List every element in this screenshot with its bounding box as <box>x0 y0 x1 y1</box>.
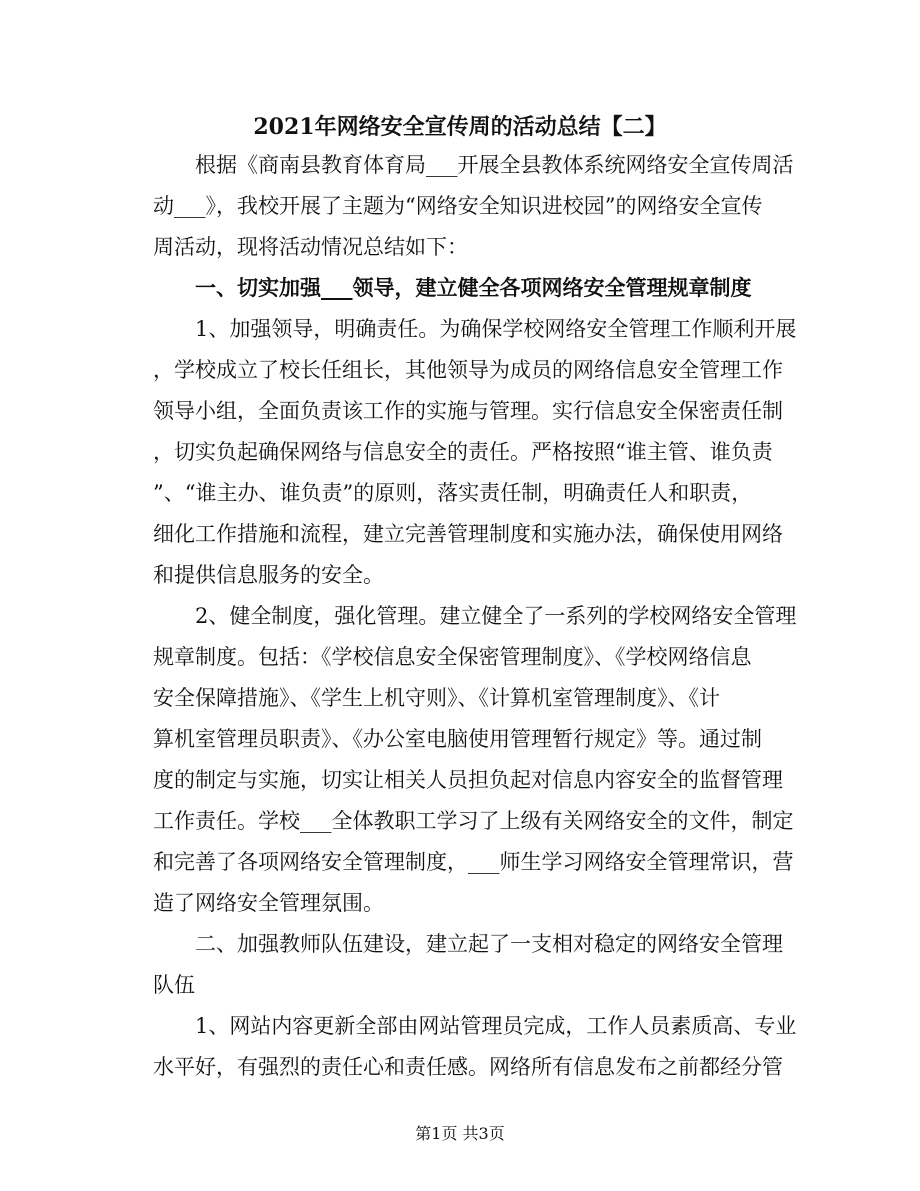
section-heading-2: 二、加强教师队伍建设，建立起了一支相对稳定的网络安全管理 <box>153 932 783 956</box>
body-line: 2、健全制度，强化管理。建立健全了一系列的学校网络安全管理 <box>153 604 797 628</box>
body-line: 1、网站内容更新全部由网站管理员完成，工作人员素质高、专业 <box>153 1014 797 1038</box>
body-line: 规章制度。包括：《学校信息安全保密管理制度》、《学校网络信息 <box>153 645 752 669</box>
body-line: 队伍 <box>153 973 195 997</box>
body-line: ，学校成立了校长任组长，其他领导为成员的网络信息安全管理工作 <box>153 358 783 382</box>
body-line: 动___》，我校开展了主题为“网络安全知识进校园”的网络安全宣传 <box>153 194 763 218</box>
body-line: 和提供信息服务的安全。 <box>153 563 384 587</box>
body-line: 细化工作措施和流程，建立完善管理制度和实施办法，确保使用网络 <box>153 522 783 546</box>
document-title: 2021年网络安全宣传周的活动总结【二】 <box>253 114 667 140</box>
body-line: 度的制定与实施，切实让相关人员担负起对信息内容安全的监督管理 <box>153 768 783 792</box>
body-line: 1、加强领导，明确责任。为确保学校网络安全管理工作顺利开展 <box>153 317 797 341</box>
section-heading-1: 一、切实加强___领导，建立健全各项网络安全管理规章制度 <box>153 275 752 300</box>
page-footer: 第1页 共3页 <box>415 1124 505 1143</box>
body-line: 安全保障措施》、《学生上机守则》、《计算机室管理制度》、《计 <box>153 686 720 710</box>
body-line: 周活动，现将活动情况总结如下： <box>153 235 468 259</box>
body-line: 领导小组，全面负责该工作的实施与管理。实行信息安全保密责任制 <box>153 399 783 423</box>
body-line: 和完善了各项网络安全管理制度，___师生学习网络安全管理常识，营 <box>153 850 794 874</box>
body-line: ，切实负起确保网络与信息安全的责任。严格按照“谁主管、谁负责 <box>153 440 773 464</box>
body-line: 算机室管理员职责》、《办公室电脑使用管理暂行规定》等。通过制 <box>153 727 762 751</box>
body-line: ”、“谁主办、谁负责”的原则，落实责任制，明确责任人和职责， <box>153 481 753 505</box>
body-line: 工作责任。学校___全体教职工学习了上级有关网络安全的文件，制定 <box>153 809 794 833</box>
body-line: 水平好，有强烈的责任心和责任感。网络所有信息发布之前都经分管 <box>153 1055 783 1079</box>
body-line: 造了网络安全管理氛围。 <box>153 891 384 915</box>
body-line: 根据《商南县教育体育局___开展全县教体系统网络安全宣传周活 <box>153 153 794 177</box>
